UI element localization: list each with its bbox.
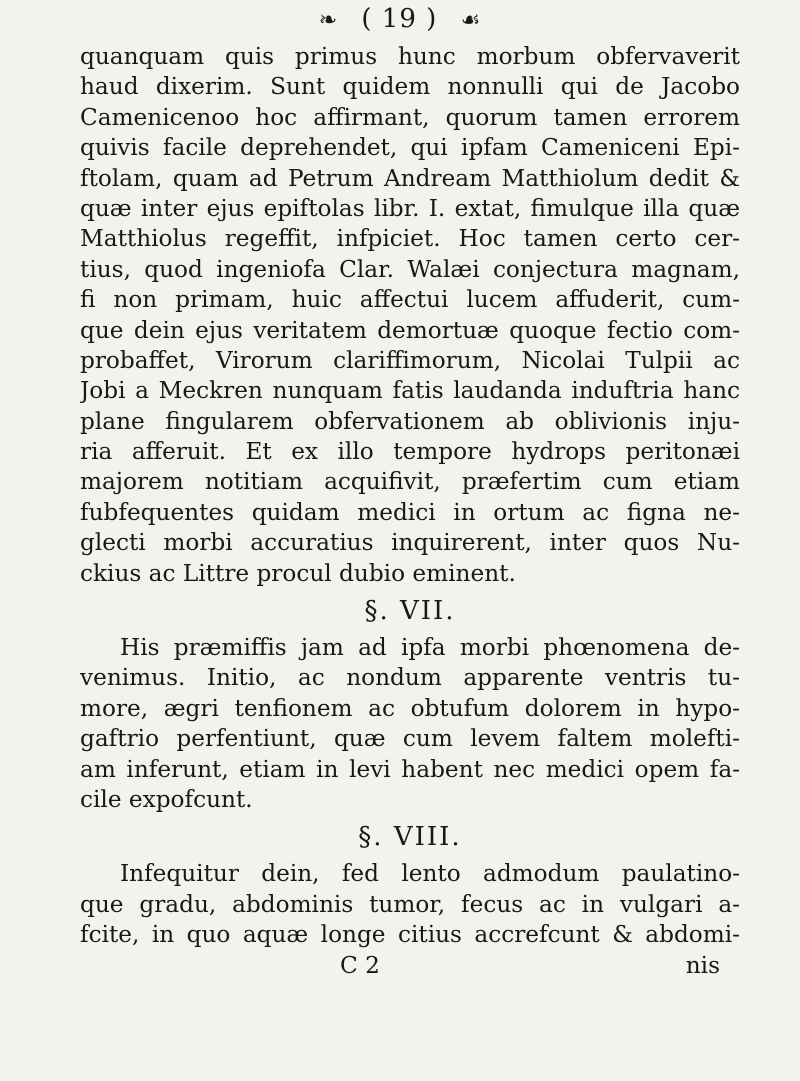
- paragraph-1: [80, 42, 740, 589]
- text-line: quivis facile deprehendet, qui ipfam Cameniceni Epi-: [80, 134, 740, 162]
- section-heading-8: §. VIII.: [358, 822, 462, 853]
- text-line: fubfequentes quidam medici in ortum ac figna ne-: [80, 498, 740, 526]
- text-line: Camenicenoo hoc affirmant, quorum tamen errorem: [80, 103, 740, 131]
- text-line: majorem notitiam acquifivit, præfertim cum etiam: [80, 468, 740, 496]
- text-line: venimus. Initio, ac nondum apparente ventris tu-: [80, 664, 740, 692]
- text-line: plane fingularem obfervationem ab oblivionis inju-: [80, 407, 740, 435]
- section-heading-7: §. VII.: [364, 596, 456, 627]
- page-body: [80, 42, 740, 981]
- text-line: gaftrio perfentiunt, quæ cum levem faltem molefti-: [80, 725, 740, 753]
- text-line: cile expofcunt.: [80, 785, 253, 813]
- text-line: Matthiolus regeffit, infpiciet. Hoc tamen certo cer-: [80, 225, 740, 253]
- text-line: Jobi a Meckren nunquam fatis laudanda induftria hanc: [80, 377, 740, 405]
- page-footer: [80, 951, 740, 981]
- text-line: fi non primam, huic affectui lucem affuderit, cum-: [80, 286, 740, 314]
- text-line: haud dixerim. Sunt quidem nonnulli qui de Jacobo: [80, 73, 740, 101]
- paragraph-3: [80, 859, 740, 950]
- text-line: probaffet, Virorum clariffimorum, Nicolai Tulpii ac: [80, 346, 740, 374]
- page-number: ( 19 ): [361, 4, 438, 34]
- text-line: quæ inter ejus epiftolas libr. I. extat, fimulque illa quæ: [80, 194, 740, 222]
- text-line: ckius ac Littre procul dubio eminent.: [80, 559, 516, 587]
- text-line: quanquam quis primus hunc morbum obfervaverit: [80, 43, 740, 70]
- page-header: [0, 4, 800, 34]
- text-line: que dein ejus veritatem demortuæ quoque fectio com-: [80, 316, 740, 344]
- text-line: tius, quod ingeniofa Clar. Walæi conjectura magnam,: [80, 255, 740, 283]
- text-line: His præmiffis jam ad ipfa morbi phœnomena de-: [120, 634, 740, 662]
- text-line: fcite, in quo aquæ longe citius accrefcunt & abdomi-: [80, 921, 740, 949]
- text-line: ria afferuit. Et ex illo tempore hydrops peritonæi: [80, 438, 740, 466]
- text-line: more, ægri tenfionem ac obtufum dolorem in hypo-: [80, 694, 740, 722]
- paragraph-2: [80, 633, 740, 815]
- ornament-right-icon: ☙: [460, 8, 482, 33]
- text-line: am inferunt, etiam in levi habent nec medici opem fa-: [80, 755, 740, 783]
- text-line: glecti morbi accuratius inquirerent, inter quos Nu-: [80, 529, 740, 557]
- text-line: ftolam, quam ad Petrum Andream Matthiolum dedit &: [80, 164, 740, 192]
- catchword: nis: [685, 951, 720, 979]
- text-line: Infequitur dein, fed lento admodum paulatino-: [120, 860, 740, 888]
- ornament-left-icon: ❧: [318, 8, 339, 33]
- text-line: que gradu, abdominis tumor, fecus ac in vulgari a-: [80, 890, 740, 918]
- signature-mark: C 2: [340, 951, 380, 979]
